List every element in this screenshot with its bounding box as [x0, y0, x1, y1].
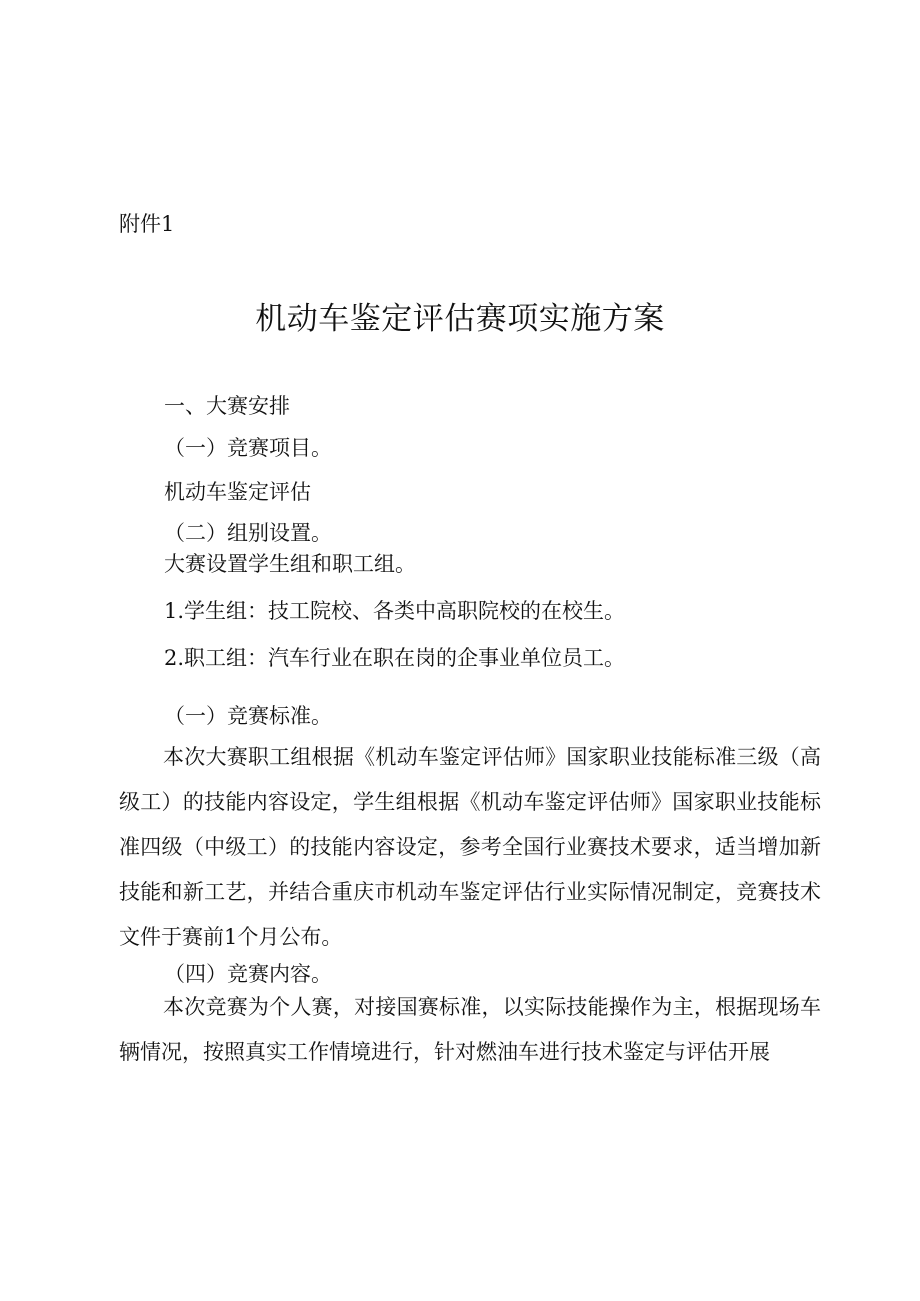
attachment-label: 附件1: [119, 212, 175, 236]
content-paragraph: 本次竞赛为个人赛，对接国赛标准，以实际技能操作为主，根据现场车辆情况，按照真实工作情境进行，针对燃油车进行技术鉴定与评估开展: [119, 995, 821, 1064]
subheading-competition-standard: （一）竞赛标准。: [164, 704, 332, 728]
competition-item-text: 机动车鉴定评估: [164, 480, 311, 504]
document-title: 机动车鉴定评估赛项实施方案: [255, 301, 665, 337]
section-heading-arrangement: 一、大赛安排: [164, 394, 290, 418]
subheading-group-setup: （二）组别设置。: [164, 521, 332, 545]
group-setup-text: 大赛设置学生组和职工组。: [164, 552, 416, 576]
subheading-competition-content: （四）竞赛内容。: [164, 962, 332, 986]
group-item-staff: 2.职工组：汽车行业在职在岗的企事业单位员工。: [164, 646, 626, 670]
group-item-student: 1.学生组：技工院校、各类中高职院校的在校生。: [164, 599, 626, 623]
standard-paragraph: 本次大赛职工组根据《机动车鉴定评估师》国家职业技能标准三级（高级工）的技能内容设定，学生组根据《机动车鉴定评估师》国家职业技能标准四级（中级工）的技能内容设定，参考全国行业赛技术要求，适当增加新技能和新工艺，并结合重庆市机动车鉴定评估行业实际情况制定，竞赛技术文件于赛前1个月公布。: [119, 745, 821, 949]
subheading-competition-item: （一）竞赛项目。: [164, 436, 332, 460]
